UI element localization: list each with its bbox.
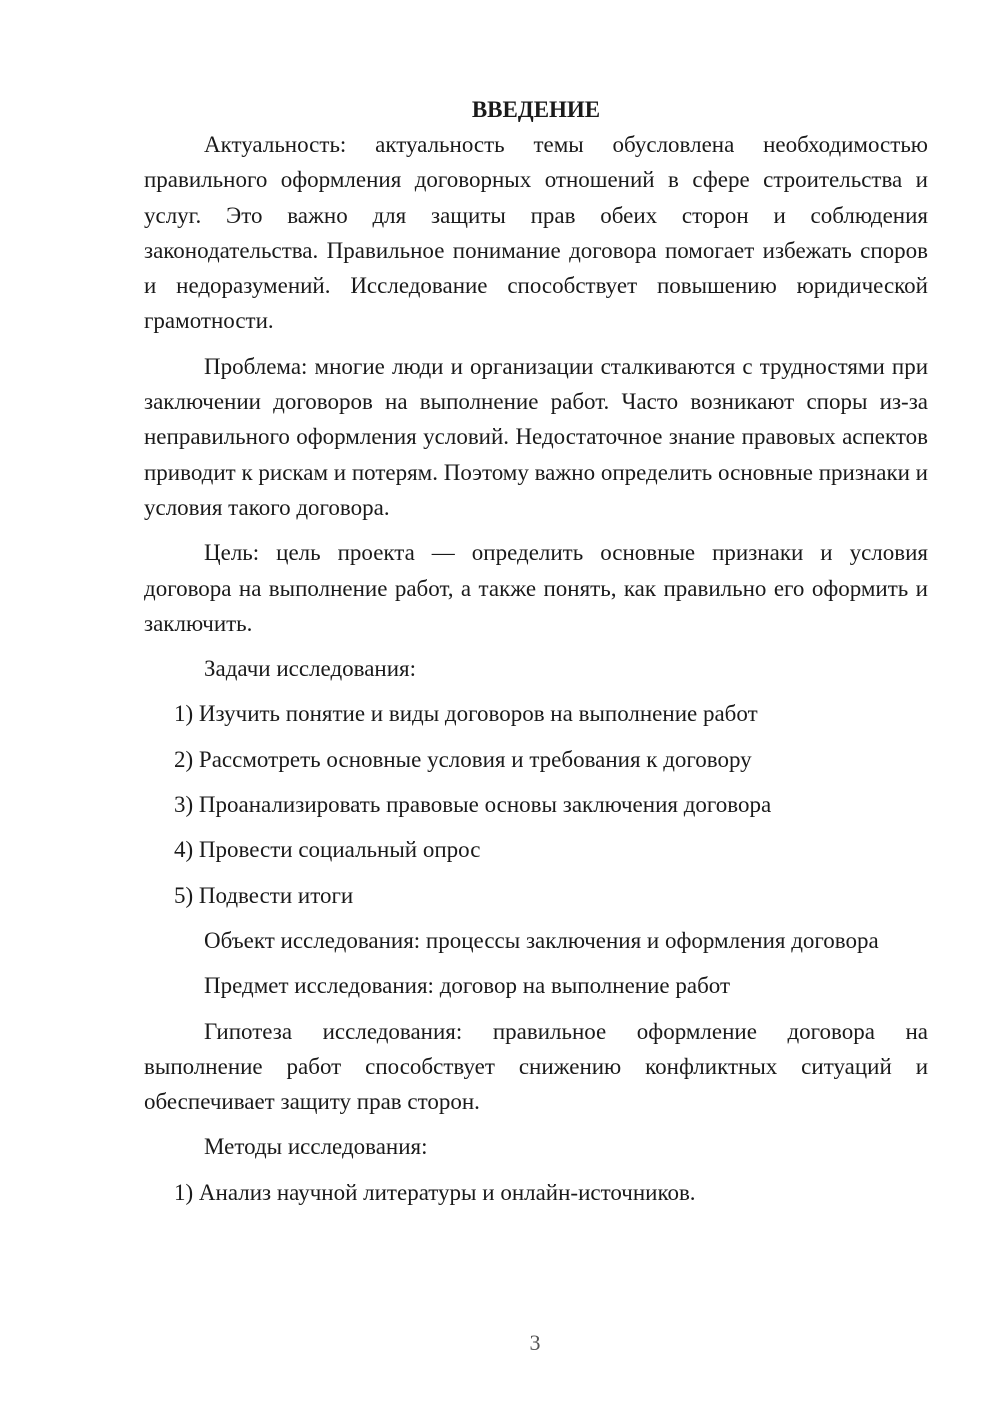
paragraph-object: Объект исследования: процессы заключения и оформления договора bbox=[204, 927, 879, 953]
paragraph-goal: Цель: цель проекта — определить основные признаки и условия договора на выполнение работ, а также понять, как правильно его оформить и заключить. bbox=[144, 540, 928, 636]
paragraph-relevance: Актуальность: актуальность темы обусловлена необходимостью правильного оформления договорных отношений в сфере строительства и услуг. Это важно для защиты прав обеих сторон и соблюдения законодательства. Правильное понимание договора помогает избежать споров и недоразумений. Исследование способствует повышению юридической грамотности. bbox=[144, 132, 928, 334]
method-item-1: 1) Анализ научной литературы и онлайн-источников. bbox=[174, 1179, 696, 1205]
methods-list bbox=[144, 1175, 928, 1210]
methods-heading: Методы исследования: bbox=[204, 1134, 428, 1160]
task-item-3: 3) Проанализировать правовые основы заключения договора bbox=[174, 792, 772, 818]
paragraph-problem: Проблема: многие люди и организации сталкиваются с трудностями при заключении договоров на выполнение работ. Часто возникают споры из-за неправильного оформления условий. Недостаточное знание правовых аспектов приводит к рискам и потерям. Поэтому важно определить основные признаки и условия такого договора. bbox=[144, 353, 928, 520]
paragraph-hypothesis: Гипотеза исследования: правильное оформление договора на выполнение работ способствует снижению конфликтных ситуаций и обеспечивает защиту прав сторон. bbox=[144, 1018, 928, 1115]
document-page bbox=[144, 92, 928, 1220]
task-item-5: 5) Подвести итоги bbox=[174, 882, 354, 908]
paragraph-subject: Предмет исследования: договор на выполнение работ bbox=[204, 973, 731, 999]
task-item-2: 2) Рассмотреть основные условия и требования к договору bbox=[174, 746, 752, 772]
tasks-list bbox=[144, 696, 928, 912]
page-number: 3 bbox=[529, 1330, 541, 1355]
tasks-heading: Задачи исследования: bbox=[204, 656, 417, 682]
page-title: ВВЕДЕНИЕ bbox=[471, 97, 601, 122]
task-item-1: 1) Изучить понятие и виды договоров на выполнение работ bbox=[174, 701, 758, 727]
task-item-4: 4) Провести социальный опрос bbox=[174, 837, 481, 863]
